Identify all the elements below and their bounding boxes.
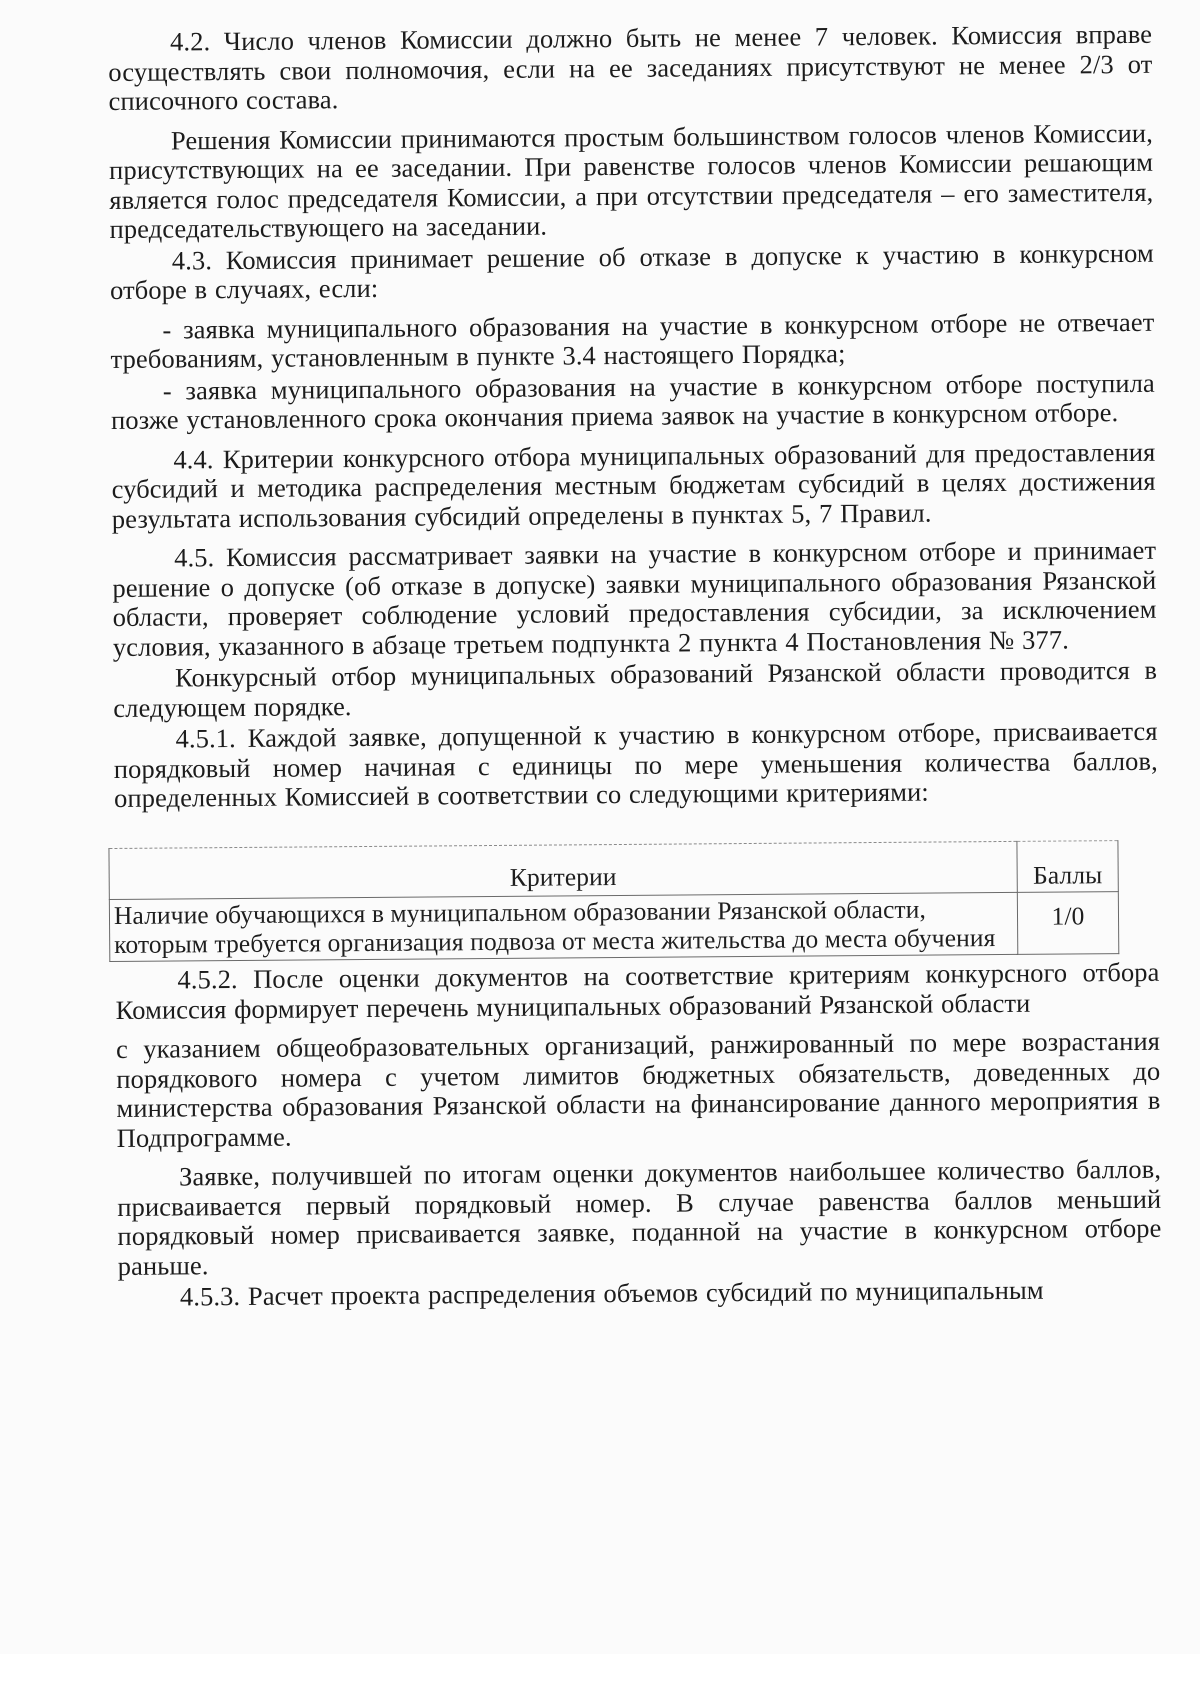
paragraph-decisions: Решения Комиссии принимаются простым большинством голосов членов Комиссии, присутствующих на ее заседании. При равенстве голосов членов Комиссии решающим является голос председателя Комиссии, а при отсутствии председателя – его заместителя, председательствующего на заседании. (108, 117, 1154, 244)
paragraph-procedure: Конкурсный отбор муниципальных образований Рязанской области проводится в следующем порядке. (113, 654, 1158, 723)
table-cell-score: 1/0 (1017, 892, 1118, 955)
table-header-row (109, 840, 1118, 899)
paragraph-4-2: 4.2. Число членов Комиссии должно быть не менее 7 человек. Комиссия вправе осуществлять свои полномочия, если на ее заседаниях присутствуют не менее 2/3 от списочного состава. (108, 18, 1153, 116)
paragraph-4-5: 4.5. Комиссия рассматривает заявки на участие в конкурсном отборе и принимает решение о допуске (об отказе в допуске) заявки муниципального образования Рязанской области, проверяет соблюдение условий предоставления субсидии, за исключением условия, указанного в абзаце третьем подпункта 2 пункта 4 Постановления № 377. (112, 534, 1157, 662)
paragraph-4-3: 4.3. Комиссия принимает решение об отказе в допуске к участию в конкурсном отборе в случаях, если: (109, 237, 1154, 305)
table-header-score: Баллы (1017, 840, 1118, 892)
paragraph-4-5-1: 4.5.1. Каждой заявке, допущенной к участию в конкурсном отборе, присваивается порядковый номер начиная с единицы по мере уменьшения количества баллов, определенных Комиссией в соответствии со следующими критериями: (113, 715, 1158, 813)
table-cell-criteria: Наличие обучающихся в муниципальном образовании Рязанской области, которым требуется организация подвоза от места жительства до места обучения (109, 892, 1017, 961)
paragraph-ranking: с указанием общеобразовательных организаций, ранжированный по мере возрастания порядкового номера с учетом лимитов бюджетных обязательств, доведенных до министерства образования Рязанской области на финансирование данного мероприятия в Подпрограмме. (115, 1025, 1161, 1153)
table-row (109, 892, 1118, 962)
paragraph-4-4: 4.4. Критерии конкурсного отбора муниципальных образований для предоставления субсидий и методика распределения местным бюджетам субсидий в целях достижения результата использования субсидий определены в пунктах 5, 7 Правил. (111, 436, 1156, 534)
page-bottom-margin (0, 1654, 1200, 1694)
paragraph-bullet-2: - заявка муниципального образования на участие в конкурсном отборе поступила позже установленного срока окончания приема заявок на участие в конкурсном отборе. (110, 367, 1155, 435)
paragraph-first-number: Заявке, получившей по итогам оценки документов наибольшее количество баллов, присваивается первый порядковый номер. В случае равенства баллов меньший порядковый номер присваивается заявке, поданной на участие в конкурсном отборе раньше. (117, 1153, 1162, 1281)
criteria-table (108, 840, 1119, 962)
paragraph-4-5-2: 4.5.2. После оценки документов на соответствие критериям конкурсного отбора Комиссия формирует перечень муниципальных образований Рязанской области (115, 956, 1160, 1025)
paragraph-4-5-3: 4.5.3. Расчет проекта распределения объемов субсидий по муниципальным (179, 1274, 1044, 1312)
paragraph-bullet-1: - заявка муниципального образования на участие в конкурсном отборе не отвечает требованиям, установленным в пункте 3.4 настоящего Порядка; (110, 306, 1155, 374)
document-body (108, 20, 1162, 1315)
table-header-criteria: Критерии (109, 841, 1017, 900)
